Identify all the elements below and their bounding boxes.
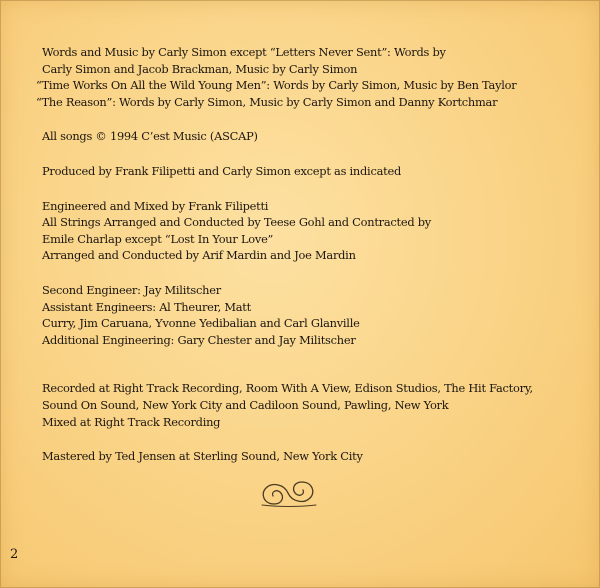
credit-line: Carly Simon and Jacob Brackman, Music by Carly Simon	[42, 61, 358, 76]
credit-line: “Time Works On All the Wild Young Men”: Words by Carly Simon, Music by Ben Taylor	[36, 78, 517, 93]
copyright-credits	[36, 128, 586, 145]
credit-line: Words and Music by Carly Simon except “Letters Never Sent”: Words by	[42, 45, 446, 59]
engineer-credits	[36, 282, 586, 348]
credit-line: Assistant Engineers: Al Theurer, Matt	[42, 299, 251, 314]
credit-line: Emile Charlap except “Lost In Your Love”	[42, 231, 274, 246]
writing-credits	[36, 44, 586, 110]
recording-credits	[36, 380, 586, 430]
credit-line: Engineered and Mixed by Frank Filipetti	[42, 198, 269, 213]
credit-line: All Strings Arranged and Conducted by Teese Gohl and Contracted by	[42, 215, 431, 230]
credit-line: Second Engineer: Jay Militscher	[42, 282, 221, 297]
page-number: 2	[10, 547, 19, 562]
credit-line: Curry, Jim Caruana, Yvonne Yedibalian and Carl Glanville	[42, 316, 360, 331]
double-swirl-ornament-icon	[258, 478, 320, 508]
credit-line: Recorded at Right Track Recording, Room With A View, Edison Studios, The Hit Factory,	[42, 381, 533, 396]
mastering-credits	[36, 448, 586, 465]
credit-line: Arranged and Conducted by Arif Mardin and Joe Mardin	[42, 248, 356, 263]
production-credits	[36, 163, 586, 180]
credit-line: Mastered by Ted Jensen at Sterling Sound, New York City	[42, 449, 363, 464]
credits-text	[36, 44, 586, 483]
engineering-credits	[36, 198, 586, 264]
credit-line: Additional Engineering: Gary Chester and Jay Militscher	[42, 332, 356, 347]
credit-line: Produced by Frank Filipetti and Carly Simon except as indicated	[42, 163, 401, 178]
credit-line: “The Reason”: Words by Carly Simon, Music by Carly Simon and Danny Kortchmar	[36, 94, 498, 109]
credit-line: All songs © 1994 C’est Music (ASCAP)	[42, 129, 258, 144]
credit-line: Mixed at Right Track Recording	[42, 414, 221, 429]
credit-line: Sound On Sound, New York City and Cadiloon Sound, Pawling, New York	[42, 397, 449, 412]
